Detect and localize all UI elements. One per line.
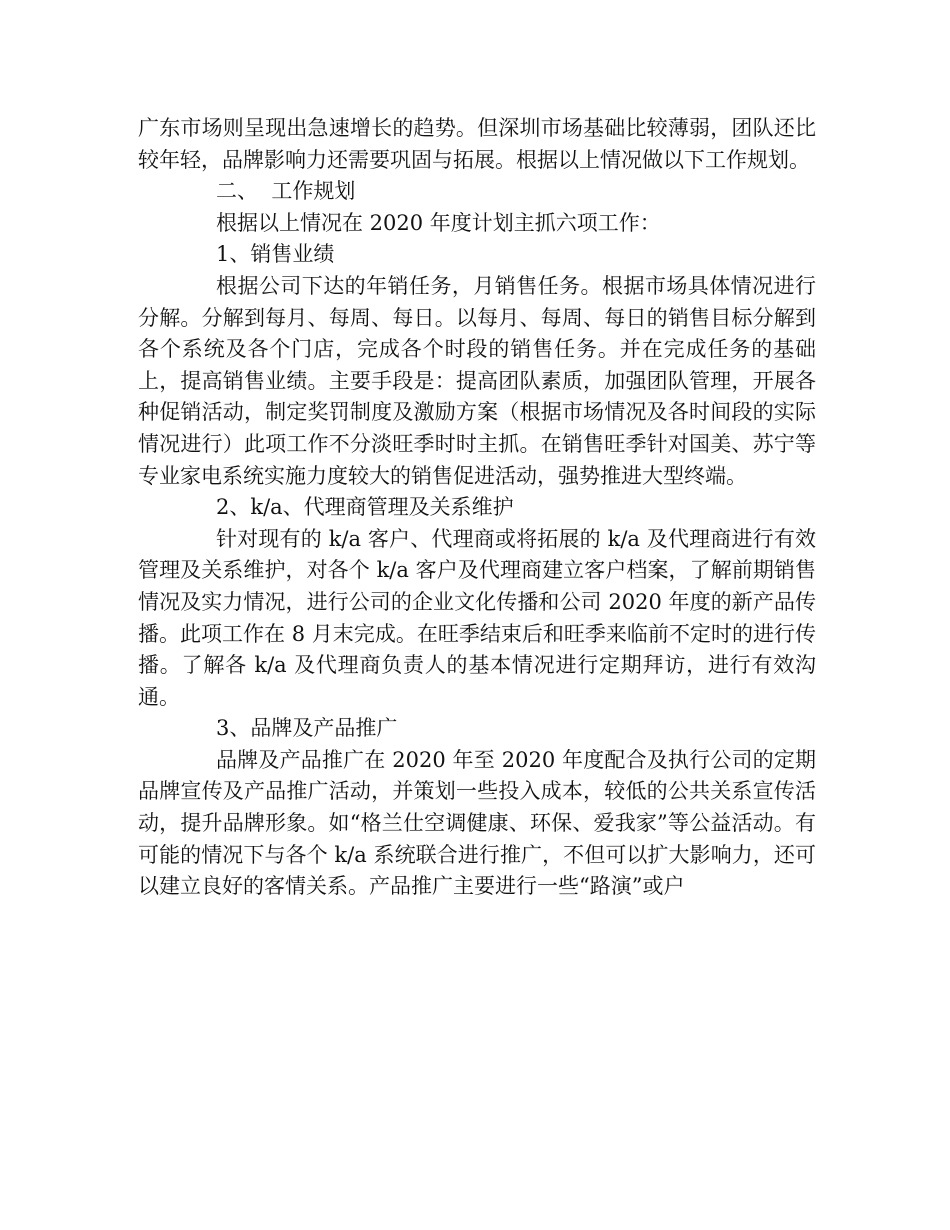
paragraph-market-summary: 广东市场则呈现出急速增长的趋势。但深圳市场基础比较薄弱，团队还比较年轻，品牌影响力还需要巩固与拓展。根据以上情况做以下工作规划。 (138, 116, 816, 172)
subheading-brand-promotion: 3、品牌及产品推广 (216, 716, 398, 741)
paragraph-plan-intro: 根据以上情况在 2020 年度计划主抓六项工作： (216, 210, 661, 235)
section-heading-work-plan: 二、 工作规划 (216, 179, 356, 204)
paragraph-ka-agent-management: 针对现有的 k/a 客户、代理商或将拓展的 k/a 及代理商进行有效管理及关系维护，对各个 k/a 客户及代理商建立客户档案，了解前期销售情况及实力情况，进行公司的企业文化传播和公司 2020 年度的新产品传播。此项工作在 8 月末完成。在旺季结束后和旺季来临前不定时的进行传播。了解各 k/a 及代理商负责人的基本情况进行定期拜访，进行有效沟通。 (138, 526, 816, 709)
subheading-sales-performance: 1、销售业绩 (216, 242, 335, 267)
document-body (138, 113, 816, 903)
paragraph-sales-performance: 根据公司下达的年销任务，月销售任务。根据市场具体情况进行分解。分解到每月、每周、每日。以每月、每周、每日的销售目标分解到各个系统及各个门店，完成各个时段的销售任务。并在完成任务的基础上，提高销售业绩。主要手段是：提高团队素质，加强团队管理，开展各种促销活动，制定奖罚制度及激励方案（根据市场情况及各时间段的实际情况进行）此项工作不分淡旺季时时主抓。在销售旺季针对国美、苏宁等专业家电系统实施力度较大的销售促进活动，强势推进大型终端。 (138, 273, 816, 488)
paragraph-brand-promotion: 品牌及产品推广在 2020 年至 2020 年度配合及执行公司的定期品牌宣传及产品推广活动，并策划一些投入成本，较低的公共关系宣传活动，提升品牌形象。如“格兰仕空调健康、环保、爱我家”等公益活动。有可能的情况下与各个 k/a 系统联合进行推广，不但可以扩大影响力，还可以建立良好的客情关系。产品推广主要进行一些“路演”或户 (138, 747, 816, 899)
subheading-ka-agent-management: 2、k/a、代理商管理及关系维护 (216, 495, 514, 520)
